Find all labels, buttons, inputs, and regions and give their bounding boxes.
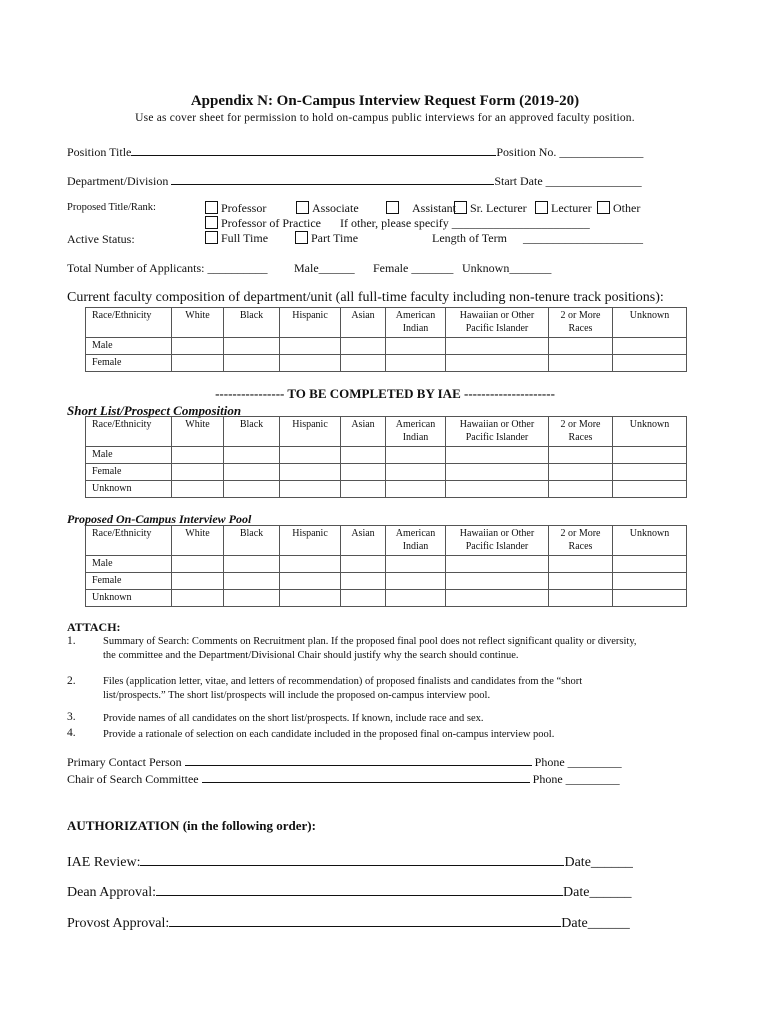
attach-number: 3. (67, 711, 76, 723)
col-black: Black (224, 526, 280, 556)
rank-label: Professor of Practice (221, 216, 321, 230)
table-row (86, 338, 687, 355)
rank-label: Associate (312, 201, 359, 215)
iae-review-label: IAE Review: (67, 855, 141, 870)
rank-label: Other (613, 201, 641, 215)
table-cell[interactable] (386, 481, 446, 498)
attach-item-text: Provide a rationale of selection on each candidate included in the proposed final on-campus interview pool. (103, 729, 555, 740)
checkbox-icon[interactable] (205, 201, 218, 214)
col-white: White (172, 417, 224, 447)
table-cell[interactable] (224, 464, 280, 481)
provost-approval-field[interactable] (169, 913, 561, 927)
department-row (67, 172, 642, 189)
table-cell[interactable] (280, 464, 341, 481)
table-cell[interactable] (280, 556, 341, 573)
checkbox-icon[interactable] (386, 201, 399, 214)
rank-checkbox-lecturer[interactable] (535, 201, 592, 216)
iae-banner: ---------------- TO BE COMPLETED BY IAE --------------------- (215, 386, 555, 401)
col-two-or-more: 2 or More Races (549, 308, 613, 338)
table-cell[interactable] (172, 464, 224, 481)
col-american-indian: American Indian (386, 526, 446, 556)
unknown-applicants-field[interactable]: Unknown_______ (462, 261, 552, 275)
table-cell[interactable] (549, 481, 613, 498)
table-cell[interactable] (224, 447, 280, 464)
start-date-label: Start Date ________________ (494, 174, 642, 188)
table-cell[interactable] (386, 590, 446, 607)
rank-label: Lecturer (551, 201, 592, 215)
attach-number: 2. (67, 675, 76, 687)
proposed-rank-label: Proposed Title/Rank: (67, 202, 156, 213)
table-cell[interactable] (549, 590, 613, 607)
table-row (86, 481, 687, 498)
checkbox-icon[interactable] (205, 231, 218, 244)
col-hawaiian: Hawaiian or Other Pacific Islander (446, 417, 549, 447)
col-race-ethnicity: Race/Ethnicity (86, 526, 172, 556)
department-field[interactable] (171, 172, 494, 185)
table-cell[interactable] (446, 447, 549, 464)
current-composition-table (85, 307, 687, 372)
table-row (86, 590, 687, 607)
rank-label: Sr. Lecturer (470, 201, 527, 215)
shortlist-heading: Short List/Prospect Composition (67, 403, 242, 418)
col-hawaiian: Hawaiian or Other Pacific Islander (446, 308, 549, 338)
col-white: White (172, 526, 224, 556)
form-title: Appendix N: On-Campus Interview Request Form (2019-20) (190, 93, 580, 109)
table-cell[interactable] (172, 590, 224, 607)
table-cell[interactable] (446, 481, 549, 498)
row-label: Male (86, 338, 172, 355)
table-cell[interactable] (446, 556, 549, 573)
position-title-field[interactable] (131, 143, 496, 156)
attach-number: 1. (67, 635, 76, 647)
status-checkbox-part-time[interactable] (295, 231, 358, 246)
table-cell[interactable] (224, 590, 280, 607)
table-cell[interactable] (224, 573, 280, 590)
attach-item-text: Files (application letter, vitae, and letters of recommendation) of proposed finalists and candidates from the “short list/prospects.” The short list/prospects will include the proposed on-campus interview pool. (103, 676, 583, 701)
col-black: Black (224, 308, 280, 338)
table-cell[interactable] (172, 556, 224, 573)
table-header-row (86, 308, 687, 338)
table-cell[interactable] (613, 338, 687, 355)
table-cell[interactable] (549, 556, 613, 573)
table-cell[interactable] (386, 556, 446, 573)
table-cell[interactable] (172, 447, 224, 464)
col-race-ethnicity: Race/Ethnicity (86, 308, 172, 338)
checkbox-icon[interactable] (296, 201, 309, 214)
col-white: White (172, 308, 224, 338)
checkbox-icon[interactable] (205, 216, 218, 229)
col-black: Black (224, 417, 280, 447)
attach-heading: ATTACH: (67, 620, 121, 634)
shortlist-table (85, 416, 687, 498)
primary-contact-field[interactable] (185, 753, 532, 766)
table-row (86, 355, 687, 372)
chair-row (67, 770, 620, 787)
female-applicants-field[interactable]: Female _______ (373, 261, 454, 275)
table-cell[interactable] (280, 573, 341, 590)
table-cell[interactable] (341, 447, 386, 464)
col-two-or-more: 2 or More Races (549, 417, 613, 447)
checkbox-icon[interactable] (535, 201, 548, 214)
row-label: Male (86, 447, 172, 464)
table-cell[interactable] (613, 464, 687, 481)
form-subtitle: Use as cover sheet for permission to hold on-campus public interviews for an approved faculty position. (135, 112, 635, 124)
dean-date-field[interactable]: Date______ (563, 885, 632, 900)
iae-review-row (67, 852, 633, 871)
table-cell[interactable] (386, 464, 446, 481)
table-cell[interactable] (613, 556, 687, 573)
table-cell[interactable] (613, 481, 687, 498)
col-asian: Asian (341, 526, 386, 556)
table-cell[interactable] (613, 590, 687, 607)
provost-date-field[interactable]: Date______ (561, 916, 630, 931)
length-of-term-field[interactable]: ____________________ (523, 231, 643, 245)
rank-checkbox-professor[interactable] (205, 201, 266, 216)
table-cell[interactable] (549, 573, 613, 590)
dean-approval-row (67, 882, 631, 901)
col-hawaiian: Hawaiian or Other Pacific Islander (446, 526, 549, 556)
table-cell[interactable] (446, 338, 549, 355)
table-cell[interactable] (341, 590, 386, 607)
col-hispanic: Hispanic (280, 417, 341, 447)
active-status-label: Active Status: (67, 232, 135, 246)
table-cell[interactable] (280, 481, 341, 498)
table-cell[interactable] (386, 338, 446, 355)
col-hispanic: Hispanic (280, 526, 341, 556)
table-cell[interactable] (224, 556, 280, 573)
provost-approval-label: Provost Approval: (67, 916, 170, 931)
table-cell[interactable] (549, 338, 613, 355)
table-cell[interactable] (446, 573, 549, 590)
checkbox-icon[interactable] (454, 201, 467, 214)
table-cell[interactable] (549, 464, 613, 481)
table-cell[interactable] (172, 338, 224, 355)
table-cell[interactable] (172, 355, 224, 372)
status-label: Full Time (221, 231, 269, 245)
primary-phone-field[interactable]: Phone _________ (534, 755, 622, 769)
table-row (86, 573, 687, 590)
table-cell[interactable] (341, 464, 386, 481)
table-header-row (86, 526, 687, 556)
row-label: Unknown (86, 481, 172, 498)
table-cell[interactable] (613, 447, 687, 464)
status-checkbox-full-time[interactable] (205, 231, 268, 246)
table-cell[interactable] (341, 573, 386, 590)
rank-checkbox-professor-practice[interactable] (205, 216, 321, 231)
checkbox-icon[interactable] (597, 201, 610, 214)
length-of-term-label: Length of Term (432, 231, 507, 245)
row-label: Female (86, 355, 172, 372)
rank-checkbox-sr-lecturer[interactable] (454, 201, 527, 216)
position-title-row (67, 143, 643, 160)
dean-approval-field[interactable] (156, 882, 563, 896)
table-row (86, 447, 687, 464)
table-cell[interactable] (280, 355, 341, 372)
table-header-row (86, 417, 687, 447)
table-cell[interactable] (341, 355, 386, 372)
table-cell[interactable] (446, 355, 549, 372)
attach-item-text: Summary of Search: Comments on Recruitment plan. If the proposed final pool does not reflect significant quality or diversity, the committee and the Department/Divisional Chair should justify why the search should continue. (103, 636, 637, 661)
col-american-indian: American Indian (386, 308, 446, 338)
table-cell[interactable] (224, 481, 280, 498)
current-composition-heading: Current faculty composition of department/unit (all full-time faculty including non-tenure track positions): (67, 290, 664, 305)
col-hispanic: Hispanic (280, 308, 341, 338)
iae-review-field[interactable] (140, 852, 564, 866)
table-cell[interactable] (224, 338, 280, 355)
table-cell[interactable] (172, 573, 224, 590)
attach-number: 4. (67, 727, 76, 739)
position-no-label: Position No. ______________ (496, 145, 644, 159)
col-unknown: Unknown (613, 417, 687, 447)
chair-field[interactable] (202, 770, 530, 783)
department-label: Department/Division (67, 174, 169, 188)
table-row (86, 464, 687, 481)
rank-label: Professor (221, 201, 267, 215)
rank-label: Assistant (412, 201, 457, 215)
table-cell[interactable] (341, 481, 386, 498)
rank-checkbox-other[interactable] (597, 201, 640, 216)
rank-checkbox-assistant[interactable] (386, 201, 456, 216)
table-cell[interactable] (549, 355, 613, 372)
total-applicants-field[interactable]: Total Number of Applicants: __________ (67, 261, 268, 275)
col-american-indian: American Indian (386, 417, 446, 447)
table-cell[interactable] (341, 338, 386, 355)
table-cell[interactable] (386, 573, 446, 590)
provost-approval-row (67, 913, 630, 932)
rank-checkbox-associate[interactable] (296, 201, 359, 216)
primary-contact-label: Primary Contact Person (67, 755, 182, 769)
pool-table (85, 525, 687, 607)
authorization-heading: AUTHORIZATION (in the following order): (67, 818, 316, 833)
table-cell[interactable] (280, 590, 341, 607)
chair-phone-field[interactable]: Phone _________ (532, 772, 620, 786)
table-cell[interactable] (280, 447, 341, 464)
col-unknown: Unknown (613, 308, 687, 338)
chair-label: Chair of Search Committee (67, 772, 199, 786)
table-row (86, 556, 687, 573)
male-applicants-field[interactable]: Male______ (294, 261, 355, 275)
table-cell[interactable] (386, 355, 446, 372)
col-two-or-more: 2 or More Races (549, 526, 613, 556)
table-cell[interactable] (446, 590, 549, 607)
pool-heading: Proposed On-Campus Interview Pool (67, 512, 252, 526)
col-asian: Asian (341, 417, 386, 447)
col-unknown: Unknown (613, 526, 687, 556)
status-label: Part Time (311, 231, 359, 245)
table-cell[interactable] (280, 338, 341, 355)
table-cell[interactable] (224, 355, 280, 372)
table-cell[interactable] (613, 573, 687, 590)
col-race-ethnicity: Race/Ethnicity (86, 417, 172, 447)
attach-item-text: Provide names of all candidates on the short list/prospects. If known, include race and sex. (103, 713, 484, 724)
primary-contact-row (67, 753, 622, 770)
table-cell[interactable] (386, 447, 446, 464)
iae-date-field[interactable]: Date______ (564, 855, 633, 870)
row-label: Unknown (86, 590, 172, 607)
position-title-label: Position Title (67, 145, 132, 159)
col-asian: Asian (341, 308, 386, 338)
table-cell[interactable] (549, 447, 613, 464)
checkbox-icon[interactable] (295, 231, 308, 244)
table-cell[interactable] (446, 464, 549, 481)
if-other-specify[interactable]: If other, please specify _______________________ (340, 216, 590, 230)
row-label: Female (86, 573, 172, 590)
row-label: Female (86, 464, 172, 481)
row-label: Male (86, 556, 172, 573)
dean-approval-label: Dean Approval: (67, 885, 157, 900)
table-cell[interactable] (172, 481, 224, 498)
table-cell[interactable] (341, 556, 386, 573)
table-cell[interactable] (613, 355, 687, 372)
